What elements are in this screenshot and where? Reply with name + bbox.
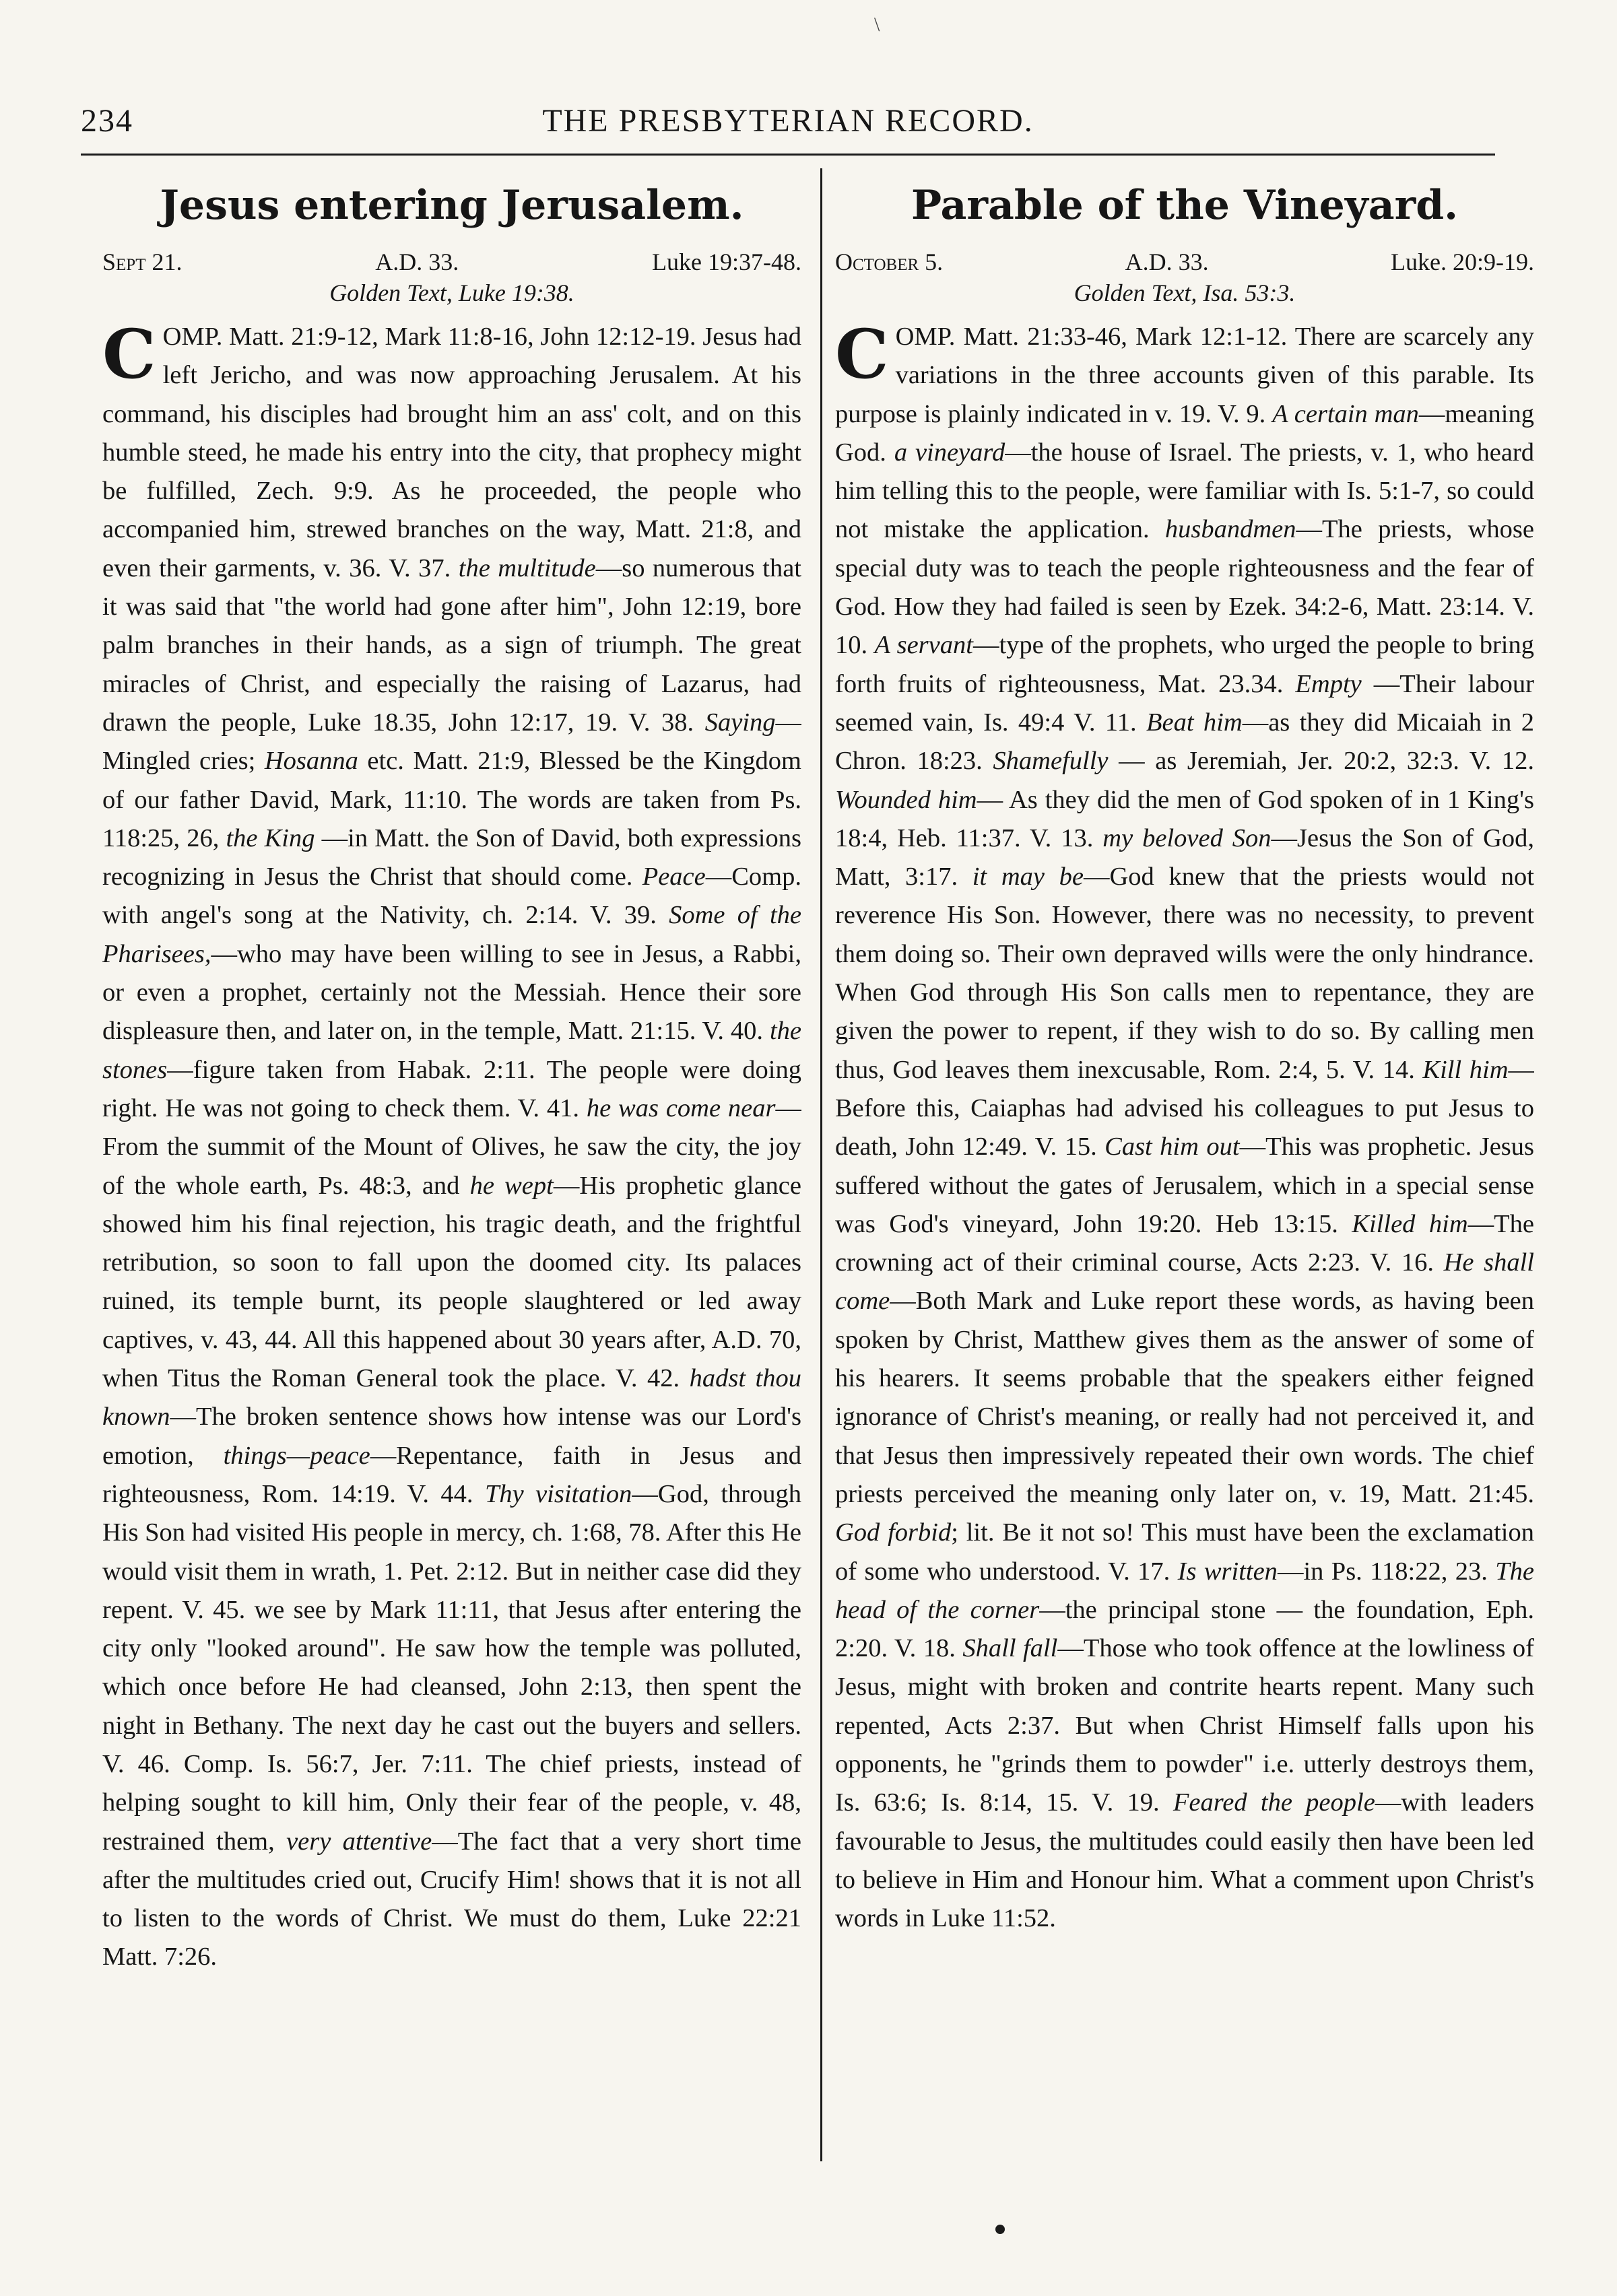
text-run: —in Matt. the Son of David, both expressions recognizing in Jesus the Christ that should come.: [102, 823, 801, 891]
text-run: —with leaders favourable to Jesus, the multitudes could easily then have been led to believe in Him and Honour him. What a comment upon Christ's words in Luke 11:52.: [835, 1788, 1534, 1933]
text-run: —figure taken from Habak. 2:11. The people were doing right. He was not going to check them. V. 41.: [102, 1055, 801, 1122]
drop-cap: C: [835, 314, 889, 394]
text-run: —The priests, whose special duty was to teach the people righteousness and the fear of God. How they had failed is seen by Ezek. 34:2-6, Matt. 23:14. V. 10.: [835, 515, 1534, 660]
italic-phrase: Kill him: [1422, 1055, 1509, 1084]
golden-text: Golden Text, Isa. 53:3.: [1074, 279, 1296, 306]
text-run: etc. Matt. 21:9, Blessed be the Kingdom of our father David, Mark, 11:10. The words are taken from Ps. 118:25, 26,: [102, 747, 801, 852]
text-run: —Jesus the Son of God, Matt, 3:17.: [835, 823, 1534, 891]
text-run: —The broken sentence shows how intense was our Lord's emotion,: [102, 1403, 801, 1470]
lesson-year: A.D. 33.: [375, 248, 459, 275]
header-rule: [81, 154, 1495, 156]
text-run: —Both Mark and Luke report these words, as having been spoken by Christ, Matthew gives them as the answer of some of his hearers. It seems probable that the speakers either feigned ignorance of Christ's meaning, or really had not perceived it, and that Jesus then impressively repeated their own words. The chief priests perceived the meaning only later on, v. 19, Matt. 21:45.: [835, 1287, 1534, 1508]
right-column: [835, 168, 1534, 2161]
lesson-title-left: Jesus entering Jerusalem.: [160, 182, 744, 229]
text-run: —the house of Israel. The priests, v. 1, who heard him telling this to the people, were familiar with Is. 5:1-7, so could not mistake the application.: [835, 438, 1534, 544]
italic-phrase: the multitude: [458, 553, 596, 582]
italic-phrase: Empty: [1295, 669, 1362, 698]
page-number: 234: [81, 103, 133, 139]
golden-text: Golden Text, Luke 19:38.: [329, 279, 574, 306]
text-run: —Before this, Caiaphas had advised his colleagues to put Jesus to death, John 12:49. V. 15.: [835, 1055, 1534, 1161]
text-run: —The fact that a very short time after the multitudes cried out, Crucify Him! shows that it is not all to listen to the words of Christ. We must do them, Luke 22:21 Matt. 7:26.: [102, 1827, 801, 1971]
text-run: —The crowning act of their criminal course, Acts 2:23. V. 16.: [835, 1209, 1534, 1277]
italic-phrase: A certain man: [1272, 399, 1419, 428]
italic-phrase: he wept: [469, 1171, 554, 1200]
italic-phrase: He shall come: [835, 1248, 1534, 1316]
italic-phrase: very attentive: [286, 1827, 432, 1856]
italic-phrase: husbandmen: [1164, 515, 1296, 544]
text-run: —in Ps. 118:22, 23.: [1277, 1557, 1496, 1586]
italic-phrase: Shamefully: [993, 747, 1109, 776]
text-run: —God knew that the priests would not reverence His Son. However, there was no necessity, to prevent them doing so. Their own depraved wills were the only hindrance. When God through His Son calls men to repentance, they are given the power to repent, if they wish to do so. By calling men thus, God leaves them inexcusable, Rom. 2:4, 5. V. 14.: [835, 863, 1534, 1084]
text-run: OMP. Matt. 21:33-46, Mark 12:1-12. There are scarcely any variations in the three accounts given of this parable. Its purpose is plainly indicated in v. 19. V. 9.: [835, 323, 1534, 428]
print-speck: \: [874, 13, 880, 36]
lesson-reference: Luke 19:37-48.: [652, 248, 801, 275]
italic-phrase: hadst thou known: [102, 1364, 801, 1431]
text-run: — As they did the men of God spoken of in 1 King's 18:4, Heb. 11:37. V. 13.: [835, 785, 1534, 852]
italic-phrase: Feared the people: [1173, 1788, 1375, 1817]
text-run: —who may have been willing to see in Jesus, a Rabbi, or even a prophet, certainly not the Messiah. Hence their sore displeasure then, and later on, in the temple, Matt. 21:15. V. 40.: [102, 939, 801, 1046]
text-run: —Comp. with angel's song at the Nativity, ch. 2:14. V. 39.: [102, 863, 801, 930]
italic-phrase: Peace: [642, 863, 706, 891]
text-run: —Their labour seemed vain, Is. 49:4 V. 11.: [835, 669, 1534, 737]
lesson-date: October 5.: [835, 248, 944, 275]
text-run: —type of the prophets, who urged the people to bring forth fruits of righteousness, Mat. 23.34.: [835, 631, 1534, 698]
ornament-dot: [995, 2225, 1005, 2234]
text-run: —meaning God.: [835, 399, 1534, 467]
italic-phrase: The head of the corner: [835, 1557, 1534, 1624]
italic-phrase: Killed him: [1352, 1209, 1468, 1238]
lesson-date: Sept 21.: [102, 248, 183, 275]
text-run: —Mingled cries;: [102, 708, 801, 776]
lesson-year: A.D. 33.: [1125, 248, 1209, 275]
text-run: —the principal stone — the foundation, Eph. 2:20. V. 18.: [835, 1595, 1534, 1663]
italic-phrase: A servant: [874, 631, 973, 660]
column-divider: [820, 168, 822, 2161]
drop-cap: C: [102, 314, 156, 394]
text-run: —Those who took offence at the lowliness of Jesus, might with broken and contrite hearts repent. Many such repented, Acts 2:37. But when Christ Himself falls upon his opponents, he "grinds them to powder" i.e. utterly destroys them, Is. 63:6; Is. 8:14, 15. V. 19.: [835, 1634, 1534, 1817]
italic-phrase: Wounded him: [835, 785, 977, 814]
lesson-body-left: [102, 314, 801, 1977]
lesson-body-right: [835, 314, 1534, 1938]
italic-phrase: Shall fall: [962, 1634, 1058, 1663]
text-run: ; lit. Be it not so! This must have been the exclamation of some who understood. V. 17.: [835, 1518, 1534, 1586]
italic-phrase: Some of the Pharisees,: [102, 901, 801, 968]
left-column: [102, 168, 801, 2161]
lesson-reference: Luke. 20:9-19.: [1391, 248, 1534, 275]
italic-phrase: it may be: [972, 863, 1084, 891]
text-run: —From the summit of the Mount of Olives, he saw the city, the joy of the whole earth, Ps. 48:3, and: [102, 1093, 801, 1200]
italic-phrase: Saying: [704, 708, 776, 737]
italic-phrase: Beat him: [1146, 708, 1243, 737]
italic-phrase: the stones: [102, 1017, 801, 1084]
italic-phrase: a vineyard: [894, 438, 1005, 467]
italic-phrase: my beloved Son: [1102, 823, 1272, 852]
italic-phrase: the King: [226, 823, 315, 852]
italic-phrase: God forbid: [835, 1518, 952, 1547]
text-run: —His prophetic glance showed him his final rejection, his tragic death, and the frightful retribution, so soon to fall upon the doomed city. Its palaces ruined, its temple burnt, its people slaughtered or led away captives, v. 43, 44. All this happened about 30 years after, A.D. 70, when Titus the Roman General took the place. V. 42.: [102, 1171, 801, 1393]
italic-phrase: Is written: [1177, 1557, 1278, 1586]
italic-phrase: Thy visitation: [484, 1479, 632, 1508]
text-run: —This was prophetic. Jesus suffered without the gates of Jerusalem, which in a special sense was God's vineyard, John 19:20. Heb 13:15.: [835, 1133, 1534, 1238]
journal-title: THE PRESBYTERIAN RECORD.: [542, 103, 1034, 139]
text-run: — as Jeremiah, Jer. 20:2, 32:3. V. 12.: [1108, 747, 1534, 776]
text-run: —as they did Micaiah in 2 Chron. 18:23.: [835, 708, 1534, 776]
italic-phrase: he was come near: [586, 1093, 776, 1122]
lesson-title-right: Parable of the Vineyard.: [911, 182, 1459, 229]
italic-phrase: Hosanna: [264, 747, 358, 776]
lesson-meta-right: [835, 246, 1534, 277]
text-run: —God, through His Son had visited His people in mercy, ch. 1:68, 78. After this He would visit them in wrath, 1. Pet. 2:12. But in neither case did they repent. V. 45. we see by Mark 11:11, that Jesus after entering the city only "looked around". He saw how the temple was polluted, which once before He had cleansed, John 2:13, then spent the night in Bethany. The next day he cast out the buyers and sellers. V. 46. Comp. Is. 56:7, Jer. 7:11. The chief priests, instead of helping sought to kill him, Only their fear of the people, v. 48, restrained them,: [102, 1479, 801, 1856]
text-run: —Repentance, faith in Jesus and righteousness, Rom. 14:19. V. 44.: [102, 1441, 801, 1508]
text-run: —so numerous that it was said that "the world had gone after him", John 12:19, bore palm branches in their hands, as a sign of triumph. The great miracles of Christ, and especially the raising of Lazarus, had drawn the people, Luke 18.35, John 12:17, 19. V. 38.: [102, 553, 801, 737]
italic-phrase: things—peace: [223, 1441, 370, 1470]
text-run: OMP. Matt. 21:9-12, Mark 11:8-16, John 12:12-19. Jesus had left Jericho, and was now approaching Jerusalem. At his command, his disciples had brought him an ass' colt, and on this humble steed, he made his entry into the city, that prophecy might be fulfilled, Zech. 9:9. As he proceeded, the people who accompanied him, strewed branches on the way, Matt. 21:8, and even their garments, v. 36. V. 37.: [102, 323, 801, 582]
italic-phrase: Cast him out: [1104, 1133, 1240, 1161]
lesson-meta-left: [102, 246, 801, 277]
